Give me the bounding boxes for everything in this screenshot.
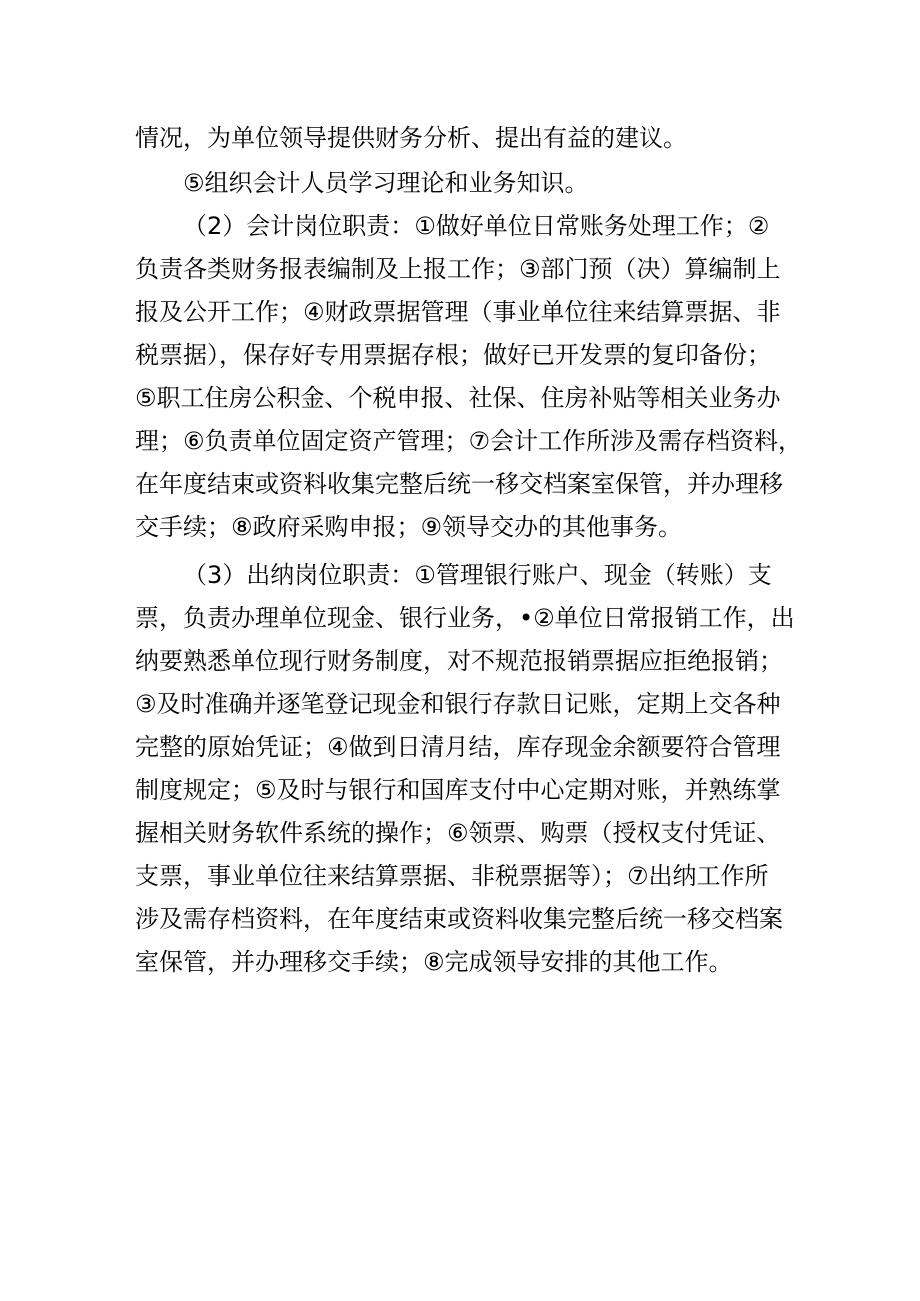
text-line-10: 交手续；⑧政府采购申报；⑨领导交办的其他事务。: [135, 513, 683, 541]
text-line-18: 支票，事业单位往来结算票据、非税票据等）；⑦出纳工作所: [135, 862, 769, 890]
text-line-4: 负责各类财务报表编制及上报工作；③部门预（决）算编制上: [135, 255, 781, 283]
text-line-11: （3）出纳岗位职责：①管理银行账户、现金（转账）支: [183, 561, 772, 589]
text-line-3: （2）会计岗位职责：①做好单位日常账务处理工作；②: [183, 212, 770, 240]
text-line-16: 制度规定；⑤及时与银行和国库支付中心定期对账，并熟练掌: [135, 776, 781, 804]
text-line-20: 室保管，并办理移交手续；⑧完成领导安排的其他工作。: [135, 948, 733, 976]
text-line-13: 纳要熟悉单位现行财务制度，对不规范报销票据应拒绝报销；: [135, 647, 783, 675]
text-line-7: ⑤职工住房公积金、个税申报、社保、住房补贴等相关业务办: [135, 384, 781, 412]
text-line-2: ⑤组织会计人员学习理论和业务知识。: [183, 169, 589, 197]
text-line-5: 报及公开工作；④财政票据管理（事业单位往来结算票据、非: [135, 298, 781, 326]
text-line-9: 在年度结束或资料收集完整后统一移交档案室保管，并办理移: [135, 470, 783, 498]
text-line-17: 握相关财务软件系统的操作；⑥领票、购票（授权支付凭证、: [135, 819, 781, 847]
text-line-19: 涉及需存档资料，在年度结束或资料收集完整后统一移交档案: [135, 905, 783, 933]
text-line-15: 完整的原始凭证；④做到日清月结，库存现金余额要符合管理: [135, 733, 781, 761]
text-line-8: 理；⑥负责单位固定资产管理；⑦会计工作所涉及需存档资料，: [135, 427, 803, 455]
text-line-14: ③及时准确并逐笔登记现金和银行存款日记账，定期上交各种: [135, 690, 781, 718]
text-line-12: 票，负责办理单位现金、银行业务，•②单位日常报销工作，出: [135, 604, 795, 632]
text-line-1: 情况，为单位领导提供财务分析、提出有益的建议。: [135, 124, 687, 152]
text-line-6: 税票据），保存好专用票据存根；做好已开发票的复印备份；: [135, 341, 771, 369]
